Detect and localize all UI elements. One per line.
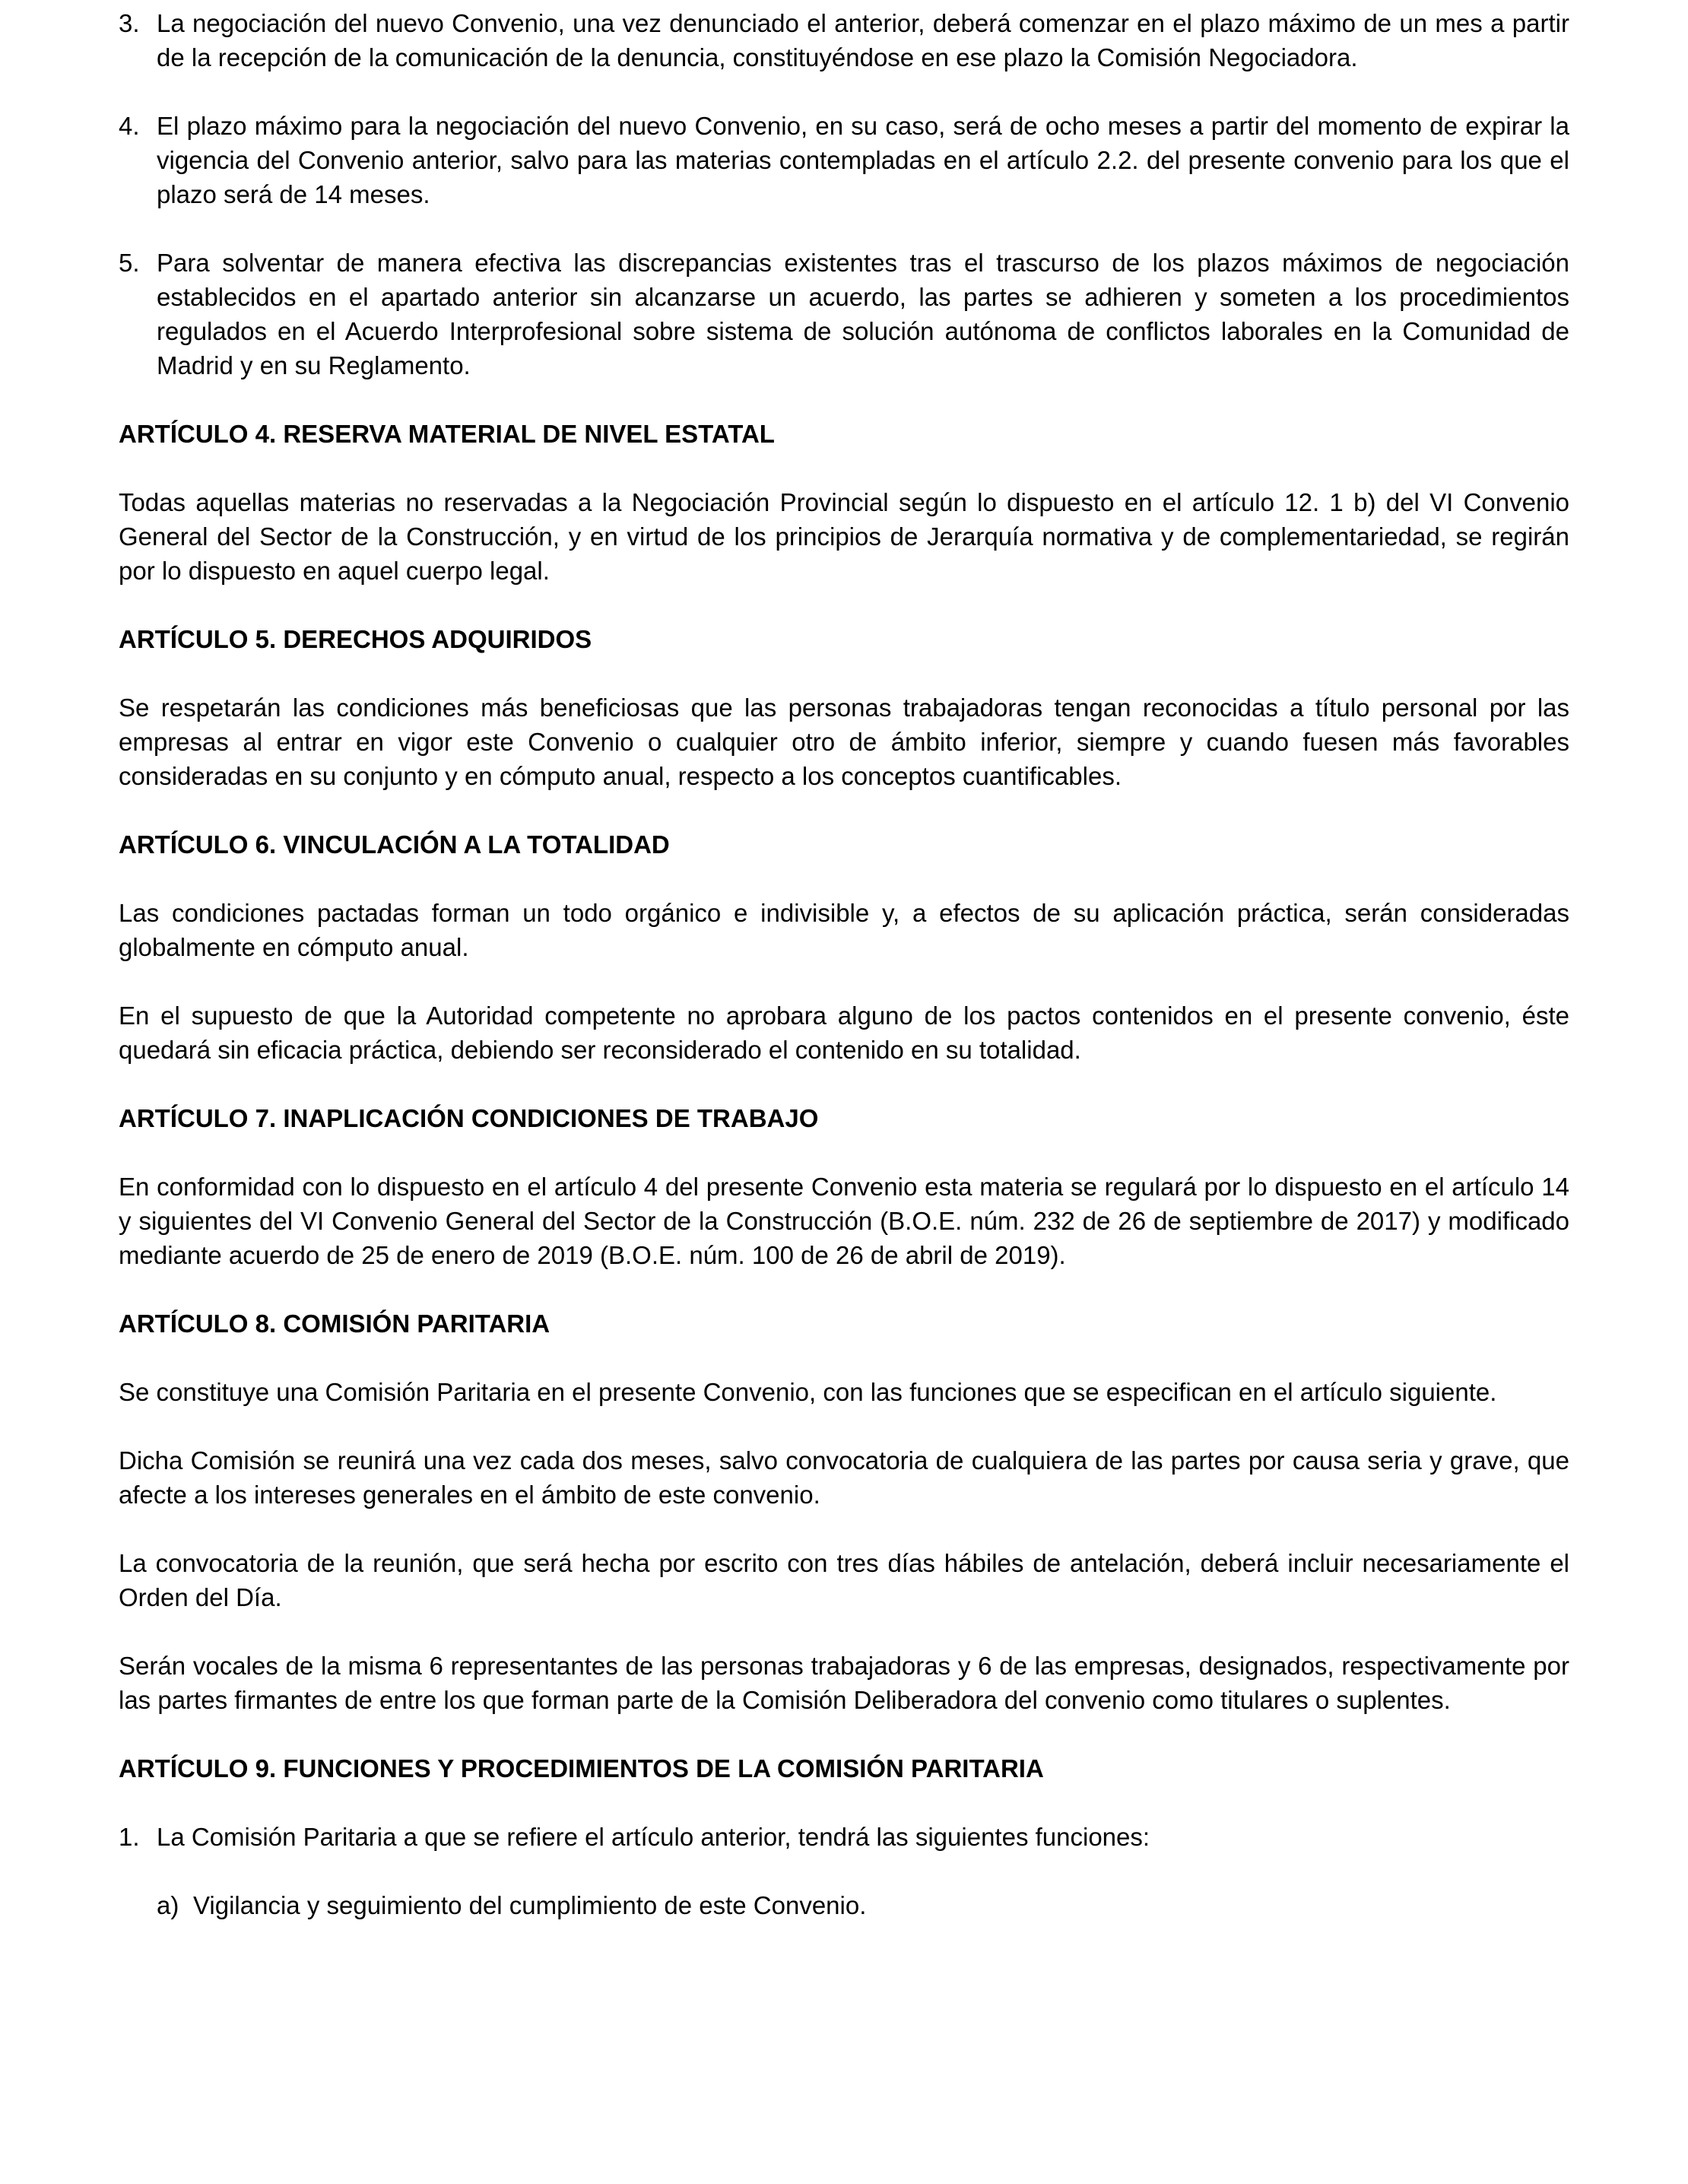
document-content <box>119 6 1569 1922</box>
paragraph: Se constituye una Comisión Paritaria en el presente Convenio, con las funciones que se especifican en el artículo siguiente. <box>119 1378 1497 1406</box>
item-text: El plazo máximo para la negociación del nuevo Convenio, en su caso, será de ocho meses a partir del momento de expirar la vigencia del Convenio anterior, salvo para las materias contempladas en el artículo 2.2. del presente convenio para los que el plazo será de 14 meses. <box>157 112 1569 208</box>
item-text: La Comisión Paritaria a que se refiere el artículo anterior, tendrá las siguientes funciones: <box>157 1823 1150 1851</box>
article-heading: ARTÍCULO 9. FUNCIONES Y PROCEDIMIENTOS DE LA COMISIÓN PARITARIA <box>119 1754 1044 1782</box>
numbered-item <box>119 246 1569 383</box>
item-text: Para solventar de manera efectiva las discrepancias existentes tras el trascurso de los plazos máximos de negociación establecidos en el apartado anterior sin alcanzarse un acuerdo, las partes se adhieren y someten a los procedimientos regulados en el Acuerdo Interprofesional sobre sistema de solución autónoma de conflictos laborales en la Comunidad de Madrid y en su Reglamento. <box>157 249 1569 379</box>
lettered-item <box>157 1888 1569 1922</box>
paragraph: Se respetarán las condiciones más beneficiosas que las personas trabajadoras tengan reconocidas a título personal por las empresas al entrar en vigor este Convenio o cualquier otro de ámbito inferior, siempre y cuando fuesen más favorables consideradas en su conjunto y en cómputo anual, respecto a los conceptos cuantificables. <box>119 694 1569 790</box>
item-marker: a) <box>157 1891 179 1919</box>
item-text: Vigilancia y seguimiento del cumplimiento de este Convenio. <box>193 1891 867 1919</box>
article-heading: ARTÍCULO 4. RESERVA MATERIAL DE NIVEL ESTATAL <box>119 420 775 448</box>
article-heading: ARTÍCULO 7. INAPLICACIÓN CONDICIONES DE TRABAJO <box>119 1104 819 1132</box>
item-marker: 1. <box>119 1823 140 1851</box>
item-marker: 3. <box>119 9 140 37</box>
article-heading: ARTÍCULO 8. COMISIÓN PARITARIA <box>119 1309 551 1338</box>
paragraph: La convocatoria de la reunión, que será hecha por escrito con tres días hábiles de antelación, deberá incluir necesariamente el Orden del Día. <box>119 1549 1569 1611</box>
item-marker: 5. <box>119 249 140 277</box>
paragraph: En conformidad con lo dispuesto en el artículo 4 del presente Convenio esta materia se regulará por lo dispuesto en el artículo 14 y siguientes del VI Convenio General del Sector de la Construcción (B.O.E. núm. 232 de 26 de septiembre de 2017) y modificado mediante acuerdo de 25 de enero de 2019 (B.O.E. núm. 100 de 26 de abril de 2019). <box>119 1173 1569 1269</box>
paragraph: Serán vocales de la misma 6 representantes de las personas trabajadoras y 6 de las empresas, designados, respectivamente por las partes firmantes de entre los que forman parte de la Comisión Deliberadora del convenio como titulares o suplentes. <box>119 1652 1569 1714</box>
numbered-item <box>119 109 1569 211</box>
numbered-item <box>119 1820 1569 1854</box>
article-heading: ARTÍCULO 5. DERECHOS ADQUIRIDOS <box>119 625 592 653</box>
item-marker: 4. <box>119 112 140 140</box>
paragraph: En el supuesto de que la Autoridad competente no aprobara alguno de los pactos contenidos en el presente convenio, éste quedará sin eficacia práctica, debiendo ser reconsiderado el contenido en su totalidad. <box>119 1002 1569 1064</box>
paragraph: Todas aquellas materias no reservadas a la Negociación Provincial según lo dispuesto en el artículo 12. 1 b) del VI Convenio General del Sector de la Construcción, y en virtud de los principios de Jerarquía normativa y de complementariedad, se regirán por lo dispuesto en aquel cuerpo legal. <box>119 488 1569 585</box>
article-heading: ARTÍCULO 6. VINCULACIÓN A LA TOTALIDAD <box>119 830 670 859</box>
paragraph: Las condiciones pactadas forman un todo orgánico e indivisible y, a efectos de su aplicación práctica, serán consideradas globalmente en cómputo anual. <box>119 899 1569 961</box>
numbered-item <box>119 6 1569 75</box>
paragraph: Dicha Comisión se reunirá una vez cada dos meses, salvo convocatoria de cualquiera de las partes por causa seria y grave, que afecte a los intereses generales en el ámbito de este convenio. <box>119 1446 1569 1509</box>
item-text: La negociación del nuevo Convenio, una vez denunciado el anterior, deberá comenzar en el plazo máximo de un mes a partir de la recepción de la comunicación de la denuncia, constituyéndose en ese plazo la Comisión Negociadora. <box>157 9 1569 71</box>
